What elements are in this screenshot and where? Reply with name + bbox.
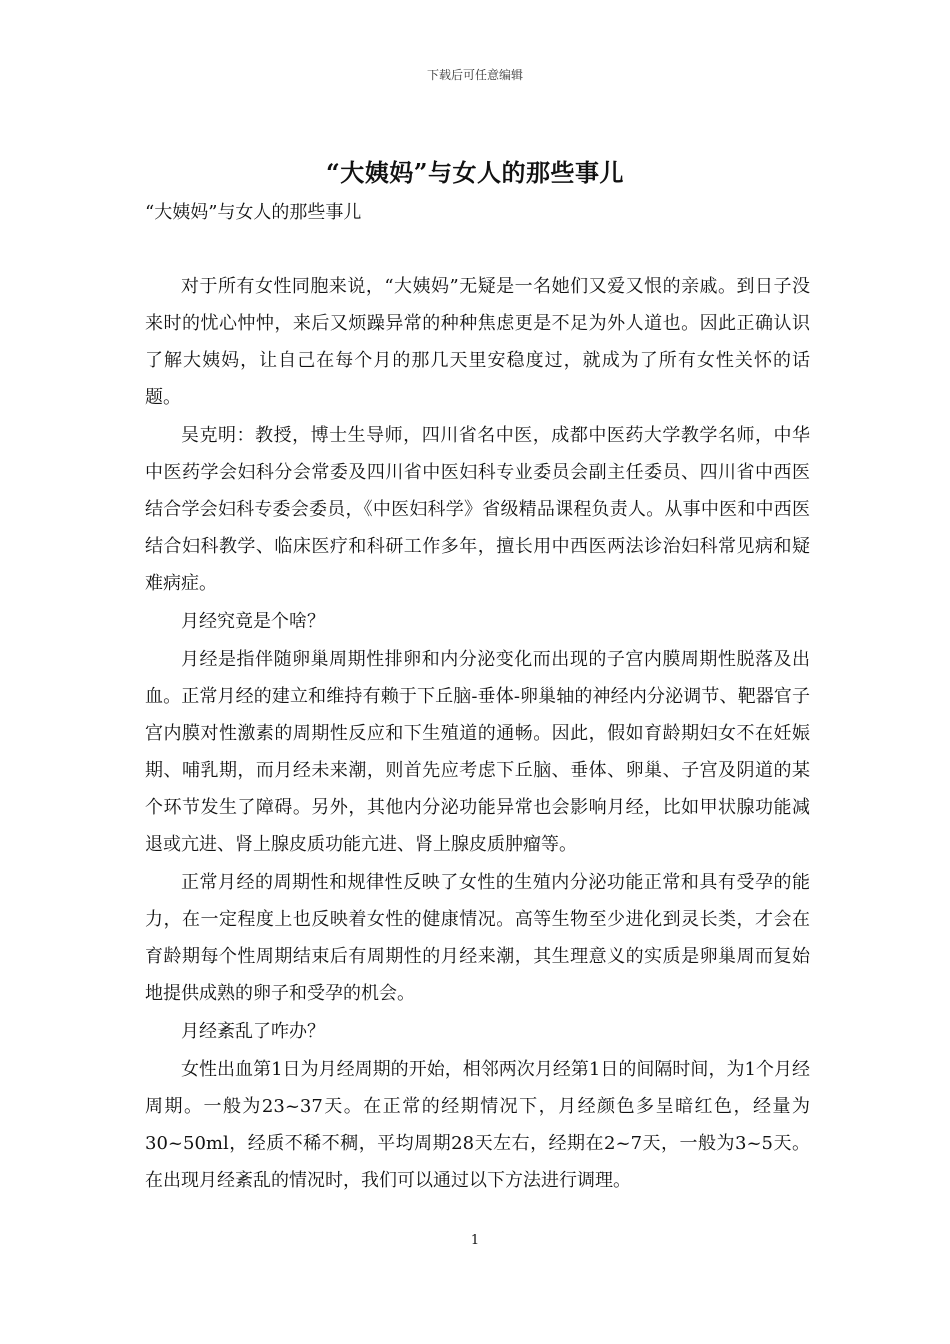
document-subtitle: “大姨妈”与女人的那些事儿 <box>145 202 362 223</box>
document-title: “大姨妈”与女人的那些事儿 <box>325 158 625 187</box>
paragraph-intro: 对于所有女性同胞来说，“大姨妈”无疑是一名她们又爱又恨的亲戚。到日子没来时的忧心忡忡，来后又烦躁异常的种种焦虑更是不足为外人道也。因此正确认识了解大姨妈，让自己在每个月的那几天里安稳度过，就成为了所有女性关怀的话题。 <box>145 276 810 408</box>
section-heading-what-is-menstruation: 月经究竟是个啥？ <box>181 611 325 632</box>
section-heading-irregular-menstruation: 月经紊乱了咋办？ <box>181 1021 325 1042</box>
paragraph-menstruation-definition: 月经是指伴随卵巢周期性排卵和内分泌变化而出现的子宫内膜周期性脱落及出血。正常月经的建立和维持有赖于下丘脑-垂体-卵巢轴的神经内分泌调节、靶器官子宫内膜对性激素的周期性反应和下生殖道的通畅。因此，假如育龄期妇女不在妊娠期、哺乳期，而月经未来潮，则首先应考虑下丘脑、垂体、卵巢、子宫及阴道的某个环节发生了障碍。另外，其他内分泌功能异常也会影响月经，比如甲状腺功能减退或亢进、肾上腺皮质功能亢进、肾上腺皮质肿瘤等。 <box>145 649 810 855</box>
header-note: 下载后可任意编辑 <box>426 68 523 82</box>
paragraph-menstrual-cycle: 女性出血第1日为月经周期的开始，相邻两次月经第1日的间隔时间，为1个月经周期。一般为23~37天。在正常的经期情况下，月经颜色多呈暗红色，经量为30~50ml，经质不稀不稠，平均周期28天左右，经期在2~7天，一般为3~5天。在出现月经紊乱的情况时，我们可以通过以下方法进行调理。 <box>145 1059 810 1191</box>
paragraph-expert-bio: 吴克明：教授，博士生导师，四川省名中医，成都中医药大学教学名师，中华中医药学会妇科分会常委及四川省中医妇科专业委员会副主任委员、四川省中西医结合学会妇科专委会委员，《中医妇科学》省级精品课程负责人。从事中医和中西医结合妇科教学、临床医疗和科研工作多年，擅长用中西医两法诊治妇科常见病和疑难病症。 <box>145 425 810 594</box>
page-number: 1 <box>470 1233 480 1248</box>
paragraph-menstruation-significance: 正常月经的周期性和规律性反映了女性的生殖内分泌功能正常和具有受孕的能力，在一定程度上也反映着女性的健康情况。高等生物至少进化到灵长类，才会在育龄期每个性周期结束后有周期性的月经来潮，其生理意义的实质是卵巢周而复始地提供成熟的卵子和受孕的机会。 <box>145 872 810 1004</box>
body-text <box>145 268 810 1200</box>
